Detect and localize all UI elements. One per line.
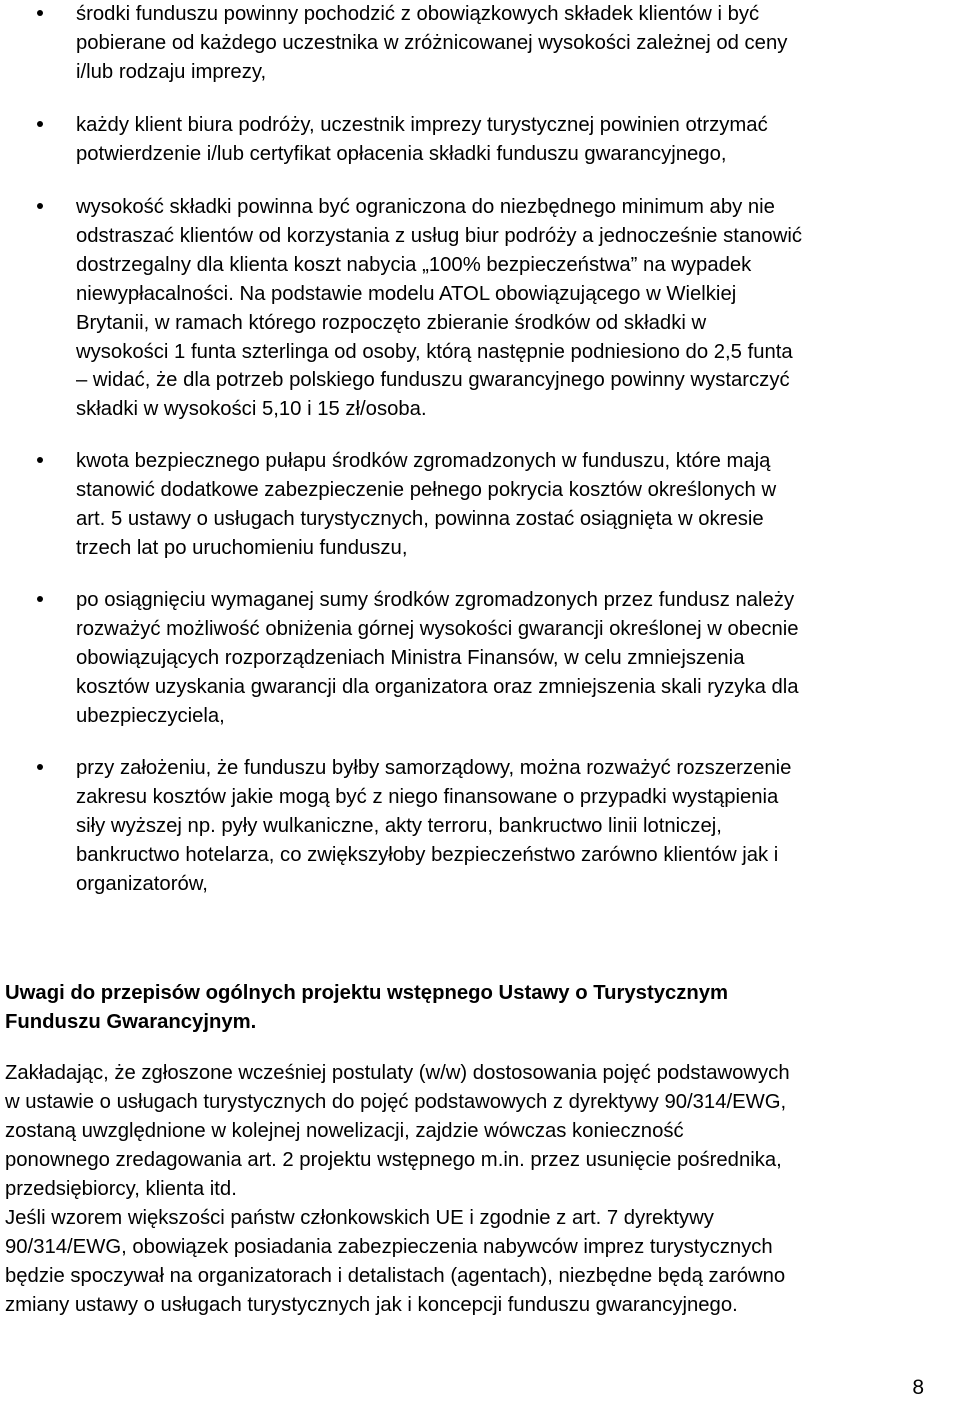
- list-item-text: środki funduszu powinny pochodzić z obowiązkowych składek klientów i być pobierane od każdego uczestnika w zróżnicowanej wysokości zależnej od ceny i/lub rodzaju imprezy,: [76, 3, 788, 83]
- list-item-text: wysokość składki powinna być ograniczona do niezbędnego minimum aby nie odstraszać klientów od korzystania z usług biur podróży a jednocześnie stanowić dostrzegalny dla klienta koszt nabycia „100% bezpieczeństwa” na wypadek niewypłacalności. Na podstawie modelu ATOL obowiązującego w Wielkiej Brytanii, w ramach którego rozpoczęto zbieranie środków od składki w wysokości 1 funta szterlinga od osoby, którą następnie podniesiono do 2,5 funta – widać, że dla potrzeb polskiego funduszu gwarancyjnego powinny wystarczyć składki w wysokości 5,10 i 15 zł/osoba.: [76, 196, 802, 421]
- paragraph: Zakładając, że zgłoszone wcześniej postulaty (w/w) dostosowania pojęć podstawowych w ustawie o usługach turystycznych do pojęć podstawowych z dyrektywy 90/314/EWG, zostaną uwzględnione w kolejnej nowelizacji, zajdzie wówczas konieczność ponownego zredagowania art. 2 projektu wstępnego m.in. przez usunięcie pośrednika, przedsiębiorcy, klienta itd.: [5, 1062, 790, 1200]
- page-number: 8: [912, 1376, 924, 1399]
- bullet-icon: [37, 596, 43, 602]
- bullet-icon: [37, 10, 43, 16]
- bullet-icon: [37, 457, 43, 463]
- list-item-text: przy założeniu, że funduszu byłby samorządowy, można rozważyć rozszerzenie zakresu kosztów jakie mogą być z niego finansowane o przypadki wystąpienia siły wyższej np. pyły wulkaniczne, akty terroru, bankructwo linii lotniczej, bankructwo hotelarza, co zwiększyłoby bezpieczeństwo zarówno klientów jak i organizatorów,: [76, 757, 792, 895]
- list-item-text: kwota bezpiecznego pułapu środków zgromadzonych w funduszu, które mają stanowić dodatkowe zabezpieczenie pełnego pokrycia kosztów określonych w art. 5 ustawy o usługach turystycznych, powinna zostać osiągnięta w okresie trzech lat po uruchomieniu funduszu,: [76, 450, 777, 559]
- list-item-text: każdy klient biura podróży, uczestnik imprezy turystycznej powinien otrzymać potwierdzenie i/lub certyfikat opłacenia składki funduszu gwarancyjnego,: [76, 114, 768, 165]
- section-heading: Uwagi do przepisów ogólnych projektu wstępnego Ustawy o Turystycznym Funduszu Gwarancyjnym.: [5, 982, 729, 1033]
- list-item-text: po osiągnięciu wymaganej sumy środków zgromadzonych przez fundusz należy rozważyć możliwość obniżenia górnej wysokości gwarancji określonej w obecnie obowiązujących rozporządzeniach Ministra Finansów, w celu zmniejszenia kosztów uzyskania gwarancji dla organizatora oraz zmniejszenia skali ryzyka dla ubezpieczyciela,: [76, 589, 799, 727]
- bullet-icon: [37, 203, 43, 209]
- bullet-icon: [37, 121, 43, 127]
- paragraph: Jeśli wzorem większości państw członkowskich UE i zgodnie z art. 7 dyrektywy 90/314/EWG, obowiązek posiadania zabezpieczenia nabywców imprez turystycznych będzie spoczywał na organizatorach i detalistach (agentach), niezbędne będą zarówno zmiany ustawy o usługach turystycznych jak i koncepcji funduszu gwarancyjnego.: [5, 1207, 786, 1316]
- bullet-icon: [37, 764, 43, 770]
